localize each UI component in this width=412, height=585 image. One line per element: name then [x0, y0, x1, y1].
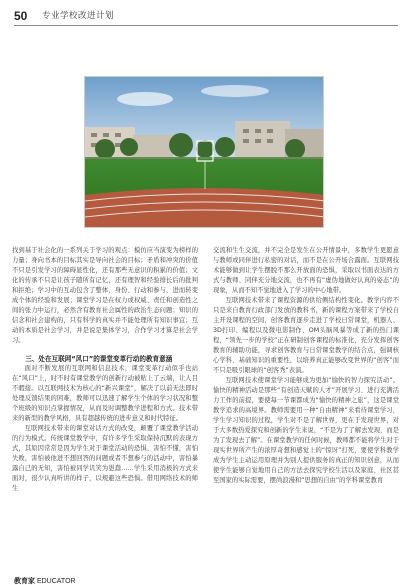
paragraph: 互联网技术带来的课堂对话方式的改变，颠覆了课堂教学活动的行为模式。传统课堂教学中，有许多学生采取保持沉默的表现方式，其原因常常是因为学生对于课堂活动的恐惧、害怕不懂，害怕失败，害怕被他进不想回答的问题或者不想参与的活动中，害怕暴露自己的无知，害怕被同学讥笑为愚蠢……学生采用消极的方式来面对，很少认真听讲的样子，以规避这些恐惧。借用网络技术的师生: [12, 425, 198, 492]
brand-cn: 教育家: [14, 578, 35, 585]
paragraph: 交流和生生交流，并不完全是发生在公开情景中，多数学生更愿意与教师或同伴进行私密的对话，而不是在公开场合露面。互联网技术能够做到让学生摆脱不那么开放面的恐惧，采取以书面表达的方式与教师、同伴充分地交流，也不再有“虚伪地做好认真的姿态”的现象，从而不知不觉地进入了学习的中心地带。: [213, 247, 399, 294]
left-text-column: [12, 246, 198, 494]
paragraph: 面对不断发展的互联网和信息技术，课堂变革行动似乎也站在“风口”上，时不时有课堂教学的创新行动被贴上了云端，让人目不暇接。以互联网技术为核心的“新兴课堂”，解决了以前无法即时处理反馈结果的困难，教师可以迅速了解学生个体的学习状况和整个班级的知识点掌握情况，从而及时调整教学进程和方式。技术带来的新型的教学风格，具有超越传统的进步意义和时代特征。: [12, 365, 198, 422]
paragraph: 互联网技术使课堂学习能够成为更加“愉快的智力探究活动”。愉快的精神活动是那些“有创造天赋的人才”开展学习、进行充满活力工作的前提，要使每一节课都成为“愉快的精神之旅”，这是课堂教学追求的高境界。教师需要用一种“自由精神”来看待课堂学习，学生学习知识的过程，学生对不是了解世界，更在于发现世界，对于大多数热爱探究和创新的学生来说，“不是为了了解去发现，而是为了发现去了解”。在课堂教学的任何时候，教师都不能将学生对于现实世界所产生的浓厚奇想和感觉上的“惊讶”打死，要使学科教学成为学生主动运用原理并为别人提供服务的真正的知识创意，从而使学生能够自觉地用自己的方法去探究学校生活以及家庭、社区甚至国家的实际需要，摆尚浪漫和“思想的自由”的学科课堂教育: [213, 377, 399, 484]
page-header: [14, 10, 398, 24]
section-title: 专业学校改进计划: [42, 11, 115, 21]
page-number: 50: [14, 9, 28, 23]
page-footer: [14, 568, 398, 585]
brand-en: EDUCATOR: [36, 578, 76, 585]
section-heading: 三、处在互联网“风口”的课堂变革行动的教育意涵: [25, 355, 173, 363]
paragraph: 互联网技术带来了课程资源的供给侧结构性变化。教学内容不只是来自教育行政部门发放的教科书，新的课程方案带来了学校自主开设课程的空间，创客教育逐步走进了学校日常课堂，机器人、3D打印、编程以及微电影制作、OM头脑风暴等成了新的热门课程，“领先一步的学校”正在研制创客课程的标准化，充分发挥创客教育的辅助功能，寻求创客教育与日常课堂教学的结合点，强调核心学科、基础知识的重要性，以培养真正能够改变世界的“创客”而不只是吸引眼球的“创客秀”表演。: [213, 297, 399, 374]
header-divider: [14, 25, 398, 26]
footer-brand: [14, 578, 76, 585]
photo-illustration: [85, 77, 324, 228]
paragraph: 找到基于社会化的一系列关于学习的观点：模仿应当演变为榜样的力量；身向书本的目标其实是导向社会的目标；矛盾和冲突的价值不只是引发学习的障碍显性化，还有那些无意识的积累的价值；文化的传承不只是让孩子随所有记忆，还有理智和经验排长后的批判和拒绝；学习中的互动包含了整体、身份、行动和参与，进而转变成个体的经验和发展；课堂学习是在权力或权威、责任和创造性之间的张力中运行，必然含有教育社会属性的政治生态问题；知识的信念和社会建构的，只有科学的真实并不能处理所有知识事宜；互动的本质是社会学习，并是说是集体学习，合作学习才算是社会学习。: [12, 247, 198, 344]
right-text-column: [213, 246, 399, 486]
school-sports-field-photo: [84, 76, 324, 228]
